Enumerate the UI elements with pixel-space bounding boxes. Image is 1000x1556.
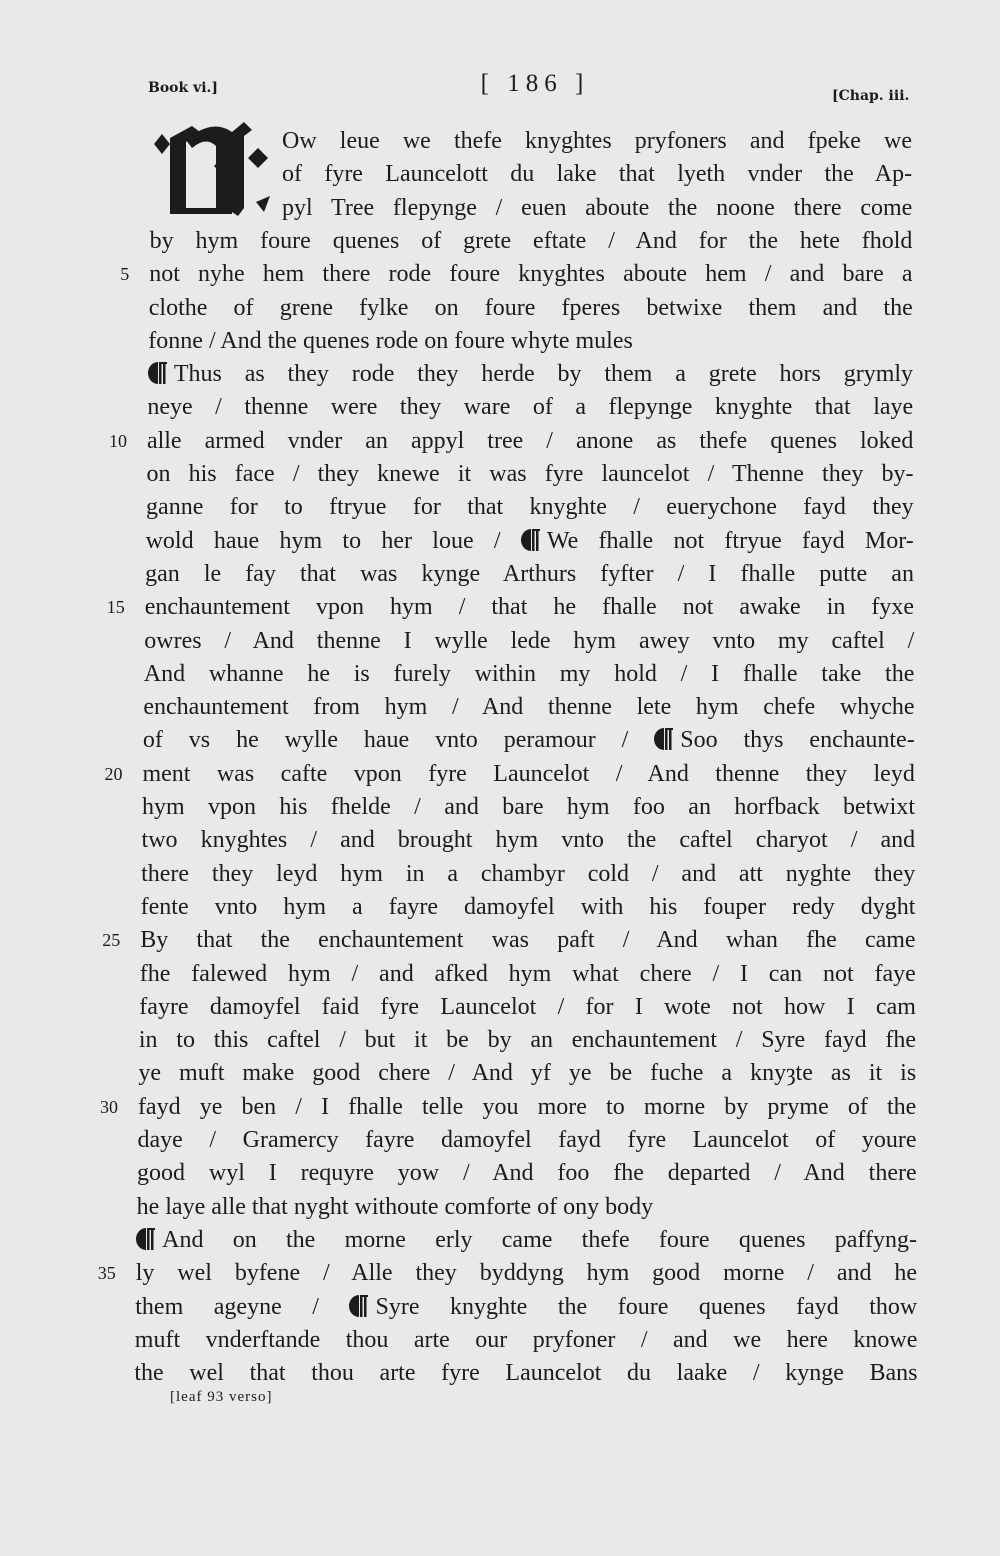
line-number: 20 <box>104 763 123 784</box>
text-line <box>106 590 915 624</box>
line-words: alle armed vnder an appyl tree / anone as thefe quenes loked <box>146 427 914 454</box>
line-words: two knyghtes / and brought hym vnto the caftel charyot / and <box>141 827 916 854</box>
line-words: owres / And thenne I wylle lede hym awey vnto my caftel / <box>144 627 915 654</box>
line-text <box>148 357 913 391</box>
line-words: fayd ye ben / I fhalle telle you more to morne by pryme of the <box>137 1093 917 1120</box>
chapter-heading: [Chap. iii. <box>832 88 910 104</box>
text-line <box>135 1290 917 1324</box>
line-text <box>145 557 914 591</box>
line-words: there they leyd hym in a chambyr cold / and att nyghte they <box>141 860 916 887</box>
text-line <box>147 390 913 424</box>
line-text <box>135 1290 917 1324</box>
line-words: of fyre Launcelott du lake that lyeth vnder the Ap- <box>282 161 913 188</box>
line-number: 5 <box>120 264 130 285</box>
leaf-footnote: [leaf 93 verso] <box>170 1389 273 1405</box>
line-text <box>141 857 915 891</box>
line-text <box>144 657 915 691</box>
line-number: 30 <box>99 1096 118 1117</box>
line-text <box>143 690 914 724</box>
text-line <box>99 1090 917 1124</box>
line-text <box>145 590 914 624</box>
text-line <box>144 657 915 691</box>
line-words: fayre damoyfel faid fyre Launcelot / for I wote not how I cam <box>139 993 916 1020</box>
line-number: 10 <box>108 430 127 451</box>
line-text <box>149 257 912 291</box>
text-line <box>139 990 916 1024</box>
line-text <box>136 1256 917 1290</box>
line-text <box>147 457 914 491</box>
text-line <box>147 457 914 491</box>
line-number: 25 <box>102 930 121 951</box>
text-line <box>137 1190 917 1224</box>
text-line <box>143 690 914 724</box>
line-text <box>139 990 916 1024</box>
text-line <box>136 1223 917 1257</box>
text-line <box>145 557 914 591</box>
line-text <box>142 757 914 791</box>
pilcrow-icon <box>349 1294 369 1318</box>
line-words-continued: We fhalle not ftryue fayd Mor- <box>546 527 914 554</box>
line-text <box>134 1356 917 1390</box>
line-text <box>138 1090 916 1124</box>
line-words: he laye alle that nyght withoute comforte of ony body <box>136 1193 654 1220</box>
line-words: gan le fay that was kynge Arthurs fyfter / I fhalle putte an <box>145 560 914 587</box>
text-line <box>149 291 913 325</box>
text-line <box>139 1023 916 1057</box>
page-number: [ 186 ] <box>480 70 590 97</box>
line-words: pyl Tree flepynge / euen aboute the noone there come <box>282 194 913 221</box>
line-text <box>282 124 912 158</box>
line-words: fhe falewed hym / and afked hym what chere / I can not faye <box>139 960 916 987</box>
line-words: Ow leue we thefe knyghtes pryfoners and fpeke we <box>282 128 912 154</box>
line-words: the wel that thou arte fyre Launcelot du laake / kynge Bans <box>134 1360 918 1387</box>
line-text <box>142 790 915 824</box>
text-line <box>146 524 914 558</box>
line-words: neye / thenne were they ware of a flepynge knyghte that laye <box>147 394 914 421</box>
line-text <box>139 1023 916 1057</box>
line-words: And whanne he is furely within my hold / I fhalle take the <box>143 660 915 687</box>
line-text <box>282 191 912 225</box>
line-words: daye / Gramercy fayre damoyfel fayd fyre Launcelot of youre <box>137 1127 917 1153</box>
text-line <box>150 224 913 258</box>
line-words-continued: Syre knyghte the foure quenes fayd thow <box>375 1293 918 1320</box>
text-line <box>137 1156 917 1190</box>
line-text <box>282 157 912 191</box>
line-text <box>140 957 916 991</box>
line-words: fonne / And the quenes rode on foure whyte mules <box>148 327 633 354</box>
pilcrow-icon <box>521 528 541 552</box>
line-number: 35 <box>97 1263 116 1284</box>
line-text <box>148 324 913 358</box>
book-heading: Book vi.] <box>148 80 219 96</box>
line-words: ye muft make good chere / And yf ye be fuche a knyȝte as it is <box>138 1060 917 1087</box>
line-text <box>149 291 913 325</box>
line-words: fente vnto hym a fayre damoyfel with his fouper redy dyght <box>140 893 916 920</box>
text-line <box>138 1123 917 1157</box>
line-words: And on the morne erly came thefe foure quenes paffyng- <box>162 1226 917 1253</box>
pilcrow-icon <box>654 727 674 751</box>
line-words: wold haue hym to her loue / <box>145 527 501 554</box>
text-line <box>134 1356 917 1390</box>
line-words: them ageyne / <box>135 1293 319 1320</box>
line-text <box>143 723 915 757</box>
text-line <box>282 191 912 225</box>
line-words: By that the enchauntement was paft / And whan fhe came <box>140 927 916 954</box>
line-number: 15 <box>106 597 125 618</box>
line-words: on his face / they knewe it was fyre launcelot / Thenne they by- <box>146 461 914 487</box>
text-line <box>138 1056 916 1090</box>
line-words: good wyl I requyre yow / And foo fhe departed / And there <box>137 1160 917 1187</box>
text-line <box>135 1323 918 1357</box>
text-line <box>148 324 913 358</box>
line-text <box>140 923 915 957</box>
text-line <box>140 957 916 991</box>
line-text <box>137 1190 917 1224</box>
text-line <box>146 490 914 524</box>
line-text <box>146 524 914 558</box>
line-words: enchauntement from hym / And thenne lete hym chefe whyche <box>143 694 915 721</box>
line-words: Thus as they rode they herde by them a grete hors grymly <box>173 361 914 388</box>
text-line <box>143 723 915 757</box>
line-words: clothe of grene fylke on foure fperes betwixe them and the <box>148 294 913 321</box>
line-words: ly wel byfene / Alle they byddyng hym good morne / and he <box>135 1260 918 1287</box>
line-text <box>142 823 916 857</box>
line-words-continued: Soo thys enchaunte- <box>680 727 915 754</box>
line-words: muft vnderftande thou arte our pryfoner / and we here knowe <box>134 1326 918 1353</box>
text-line <box>108 424 914 458</box>
text-line <box>141 890 916 924</box>
line-text <box>141 890 916 924</box>
text-line <box>104 757 915 791</box>
text-line <box>142 790 915 824</box>
pilcrow-icon <box>136 1227 156 1251</box>
line-text <box>137 1156 917 1190</box>
line-words: enchauntement vpon hym / that he fhalle not awake in fyxe <box>144 594 915 621</box>
line-words: hym vpon his fhelde / and bare hym foo an horfback betwixt <box>142 794 915 820</box>
pilcrow-icon <box>148 361 168 385</box>
line-text <box>136 1223 917 1257</box>
decorated-initial-icon <box>152 118 276 218</box>
text-line <box>97 1256 918 1290</box>
line-words: by hym foure quenes of grete eftate / And for the hete fhold <box>149 227 913 254</box>
line-text <box>135 1323 918 1357</box>
line-words: of vs he wylle haue vnto peramour / <box>142 727 629 754</box>
line-words: ment was cafte vpon fyre Launcelot / And thenne they leyd <box>142 760 915 787</box>
line-words: not nyhe hem there rode foure knyghtes aboute hem / and bare a <box>149 261 913 288</box>
line-text <box>138 1123 917 1157</box>
line-text <box>147 424 913 458</box>
text-line <box>282 124 912 158</box>
line-text <box>150 224 913 258</box>
text-line <box>148 357 913 391</box>
line-text <box>138 1056 916 1090</box>
text-line <box>282 157 912 191</box>
line-text <box>144 624 914 658</box>
text-line <box>141 857 915 891</box>
text-line <box>102 923 916 957</box>
text-line <box>142 823 916 857</box>
line-words: in to this caftel / but it be by an enchauntement / Syre fayd fhe <box>138 1027 917 1054</box>
text-line <box>144 624 914 658</box>
line-words: ganne for to ftryue for that knyghte / euerychone fayd they <box>146 494 914 521</box>
line-text <box>147 390 913 424</box>
line-text <box>146 490 914 524</box>
text-line <box>120 257 913 291</box>
